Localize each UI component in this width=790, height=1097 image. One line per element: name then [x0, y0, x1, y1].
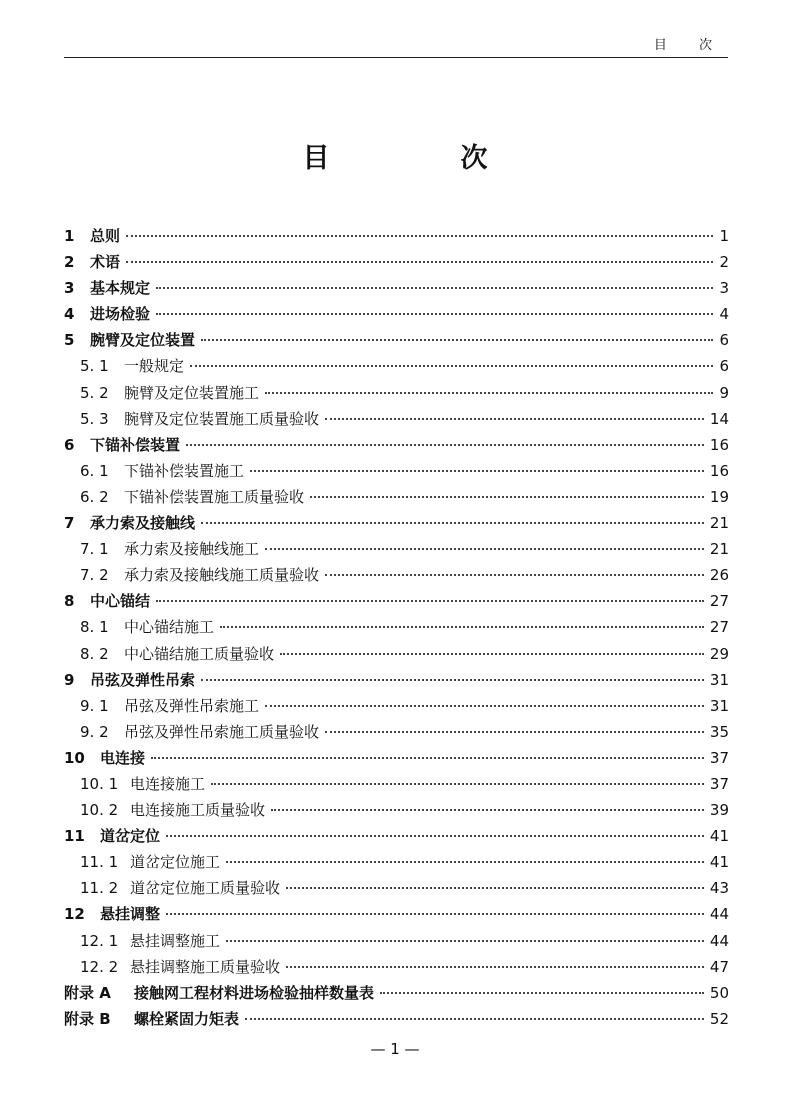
toc-entry-label: 腕臂及定位装置施工: [124, 383, 260, 402]
toc-entry-number: 7. 2: [80, 566, 109, 585]
toc-entry-number: 10. 2: [80, 801, 119, 820]
toc-entry-number: 9. 2: [80, 722, 109, 741]
toc-leader-dots: [226, 940, 704, 942]
toc-leader-dots: [265, 548, 704, 550]
toc-entry-number: 11. 2: [80, 879, 119, 898]
toc-leader-dots: [166, 835, 704, 837]
toc-entry-page: 2: [719, 253, 729, 272]
toc-entry-number: 7: [64, 514, 75, 533]
toc-entry-number: 12. 1: [80, 931, 119, 950]
toc-section-entry[interactable]: [64, 849, 729, 875]
toc-entry-page: 50: [709, 983, 729, 1002]
toc-chapter-entry[interactable]: [64, 823, 729, 849]
toc-entry-page: 37: [709, 748, 729, 767]
toc-entry-number: 5. 1: [80, 357, 109, 376]
toc-entry-page: 37: [709, 774, 729, 793]
toc-entry-label: 悬挂调整: [100, 905, 161, 924]
toc-entry-page: 39: [709, 801, 729, 820]
toc-entry-number: 10: [64, 748, 85, 767]
toc-chapter-entry[interactable]: [64, 275, 729, 301]
toc-entry-number: 8. 1: [80, 618, 109, 637]
toc-section-entry[interactable]: [64, 928, 729, 954]
toc-entry-number: 5: [64, 331, 75, 350]
toc-chapter-entry[interactable]: [64, 249, 729, 275]
toc-chapter-entry[interactable]: [64, 327, 729, 353]
toc-leader-dots: [166, 913, 704, 915]
toc-leader-dots: [325, 731, 704, 733]
toc-leader-dots: [126, 261, 713, 263]
toc-entry-label: 术语: [90, 253, 121, 272]
toc-section-entry[interactable]: [64, 641, 729, 667]
toc-entry-page: 27: [709, 618, 729, 637]
toc-entry-label: 进场检验: [90, 305, 151, 324]
toc-section-entry[interactable]: [64, 458, 729, 484]
toc-leader-dots: [211, 783, 704, 785]
toc-entry-number: 6. 2: [80, 487, 109, 506]
toc-leader-dots: [250, 470, 704, 472]
toc-entry-page: 41: [709, 853, 729, 872]
toc-leader-dots: [201, 679, 704, 681]
toc-entry-page: 26: [709, 566, 729, 585]
toc-entry-page: 52: [709, 1009, 729, 1028]
toc-entry-number: 9. 1: [80, 696, 109, 715]
toc-entry-number: 11. 1: [80, 853, 119, 872]
toc-leader-dots: [190, 365, 713, 367]
toc-section-entry[interactable]: [64, 719, 729, 745]
toc-section-entry[interactable]: [64, 771, 729, 797]
toc-entry-page: 41: [709, 827, 729, 846]
toc-entry-label: 中心锚结施工: [124, 618, 215, 637]
toc-section-entry[interactable]: [64, 875, 729, 901]
toc-entry-page: 21: [709, 540, 729, 559]
header-rule: [64, 57, 728, 58]
toc-chapter-entry[interactable]: [64, 510, 729, 536]
toc-entry-label: 下锚补偿装置施工质量验收: [124, 487, 305, 506]
toc-entry-page: 3: [719, 279, 729, 298]
toc-entry-page: 31: [709, 696, 729, 715]
toc-section-entry[interactable]: [64, 562, 729, 588]
toc-leader-dots: [186, 444, 704, 446]
toc-entry-page: 14: [709, 409, 729, 428]
toc-entry-number: 6. 1: [80, 461, 109, 480]
toc-entry-page: 43: [709, 879, 729, 898]
page-title: 目 次: [302, 143, 540, 174]
toc-entry-number: 5. 2: [80, 383, 109, 402]
toc-entry-label: 承力索及接触线施工: [124, 540, 260, 559]
toc-entry-label: 电连接: [100, 748, 146, 767]
toc-leader-dots: [310, 496, 704, 498]
toc-entry-page: 44: [709, 905, 729, 924]
toc-entry-label: 承力索及接触线施工质量验收: [124, 566, 320, 585]
toc-entry-page: 44: [709, 931, 729, 950]
toc-entry-label: 接触网工程材料进场检验抽样数量表: [134, 983, 375, 1002]
toc-chapter-entry[interactable]: [64, 301, 729, 327]
toc-entry-label: 承力索及接触线: [90, 514, 196, 533]
toc-chapter-entry[interactable]: [64, 223, 729, 249]
toc-entry-page: 9: [719, 383, 729, 402]
toc-entry-label: 腕臂及定位装置: [90, 331, 196, 350]
toc-entry-number: 3: [64, 279, 75, 298]
toc-leader-dots: [271, 809, 704, 811]
toc-entry-label: 电连接施工: [130, 774, 206, 793]
toc-entry-page: 6: [719, 331, 729, 350]
toc-leader-dots: [286, 887, 704, 889]
toc-chapter-entry[interactable]: [64, 901, 729, 927]
toc-entry-label: 中心锚结施工质量验收: [124, 644, 275, 663]
running-head: 目 次: [653, 38, 726, 53]
toc-entry-page: 16: [709, 435, 729, 454]
toc-entry-label: 道岔定位施工质量验收: [130, 879, 281, 898]
toc-entry-label: 悬挂调整施工: [130, 931, 221, 950]
toc-leader-dots: [156, 600, 704, 602]
toc-entry-label: 总则: [90, 227, 121, 245]
toc-entry-page: 27: [709, 592, 729, 611]
toc-section-entry[interactable]: [64, 614, 729, 640]
toc-leader-dots: [245, 1018, 704, 1020]
toc-entry-label: 吊弦及弹性吊索施工: [124, 696, 260, 715]
toc-entry-number: 6: [64, 435, 75, 454]
toc-entry-page: 1: [719, 227, 729, 245]
toc-leader-dots: [220, 626, 704, 628]
toc-entry-label: 下锚补偿装置: [90, 435, 181, 454]
toc-entry-number: 12: [64, 905, 85, 924]
toc-entry-label: 下锚补偿装置施工: [124, 461, 245, 480]
toc-section-entry[interactable]: [64, 693, 729, 719]
toc-entry-number: 7. 1: [80, 540, 109, 559]
toc-section-entry[interactable]: [64, 954, 729, 980]
toc-section-entry[interactable]: [64, 536, 729, 562]
toc-leader-dots: [286, 966, 704, 968]
toc-entry-label: 中心锚结: [90, 592, 151, 611]
toc-entry-page: 29: [709, 644, 729, 663]
toc-entry-label: 螺栓紧固力矩表: [134, 1009, 240, 1028]
toc-chapter-entry[interactable]: [64, 1006, 729, 1032]
toc-entry-label: 吊弦及弹性吊索: [90, 670, 196, 689]
toc-entry-page: 31: [709, 670, 729, 689]
toc-chapter-entry[interactable]: [64, 588, 729, 614]
toc-entry-number: 12. 2: [80, 957, 119, 976]
toc-leader-dots: [201, 522, 704, 524]
toc-leader-dots: [265, 705, 704, 707]
toc-entry-label: 基本规定: [90, 279, 151, 298]
toc-entry-label: 道岔定位施工: [130, 853, 221, 872]
toc-entry-label: 电连接施工质量验收: [130, 801, 266, 820]
toc-entry-number: 8. 2: [80, 644, 109, 663]
toc-entry-page: 35: [709, 722, 729, 741]
toc-chapter-entry[interactable]: [64, 667, 729, 693]
toc-leader-dots: [201, 339, 713, 341]
toc-entry-number: 10. 1: [80, 774, 119, 793]
page-number: — 1 —: [370, 1040, 420, 1058]
toc-leader-dots: [265, 392, 713, 394]
toc-entry-page: 4: [719, 305, 729, 324]
toc-entry-label: 悬挂调整施工质量验收: [130, 957, 281, 976]
toc-entry-number: 附录 B: [64, 1009, 111, 1028]
toc-entry-page: 21: [709, 514, 729, 533]
toc-entry-page: 6: [719, 357, 729, 376]
toc-entry-number: 2: [64, 253, 75, 272]
toc-leader-dots: [325, 418, 704, 420]
toc-section-entry[interactable]: [64, 406, 729, 432]
toc-entry-page: 19: [709, 487, 729, 506]
toc-leader-dots: [151, 757, 704, 759]
toc-entry-number: 5. 3: [80, 409, 109, 428]
toc-leader-dots: [380, 992, 704, 994]
toc-entry-number: 8: [64, 592, 75, 611]
toc-leader-dots: [126, 235, 713, 237]
toc-leader-dots: [280, 653, 704, 655]
toc-leader-dots: [226, 861, 704, 863]
toc-entry-page: 47: [709, 957, 729, 976]
toc-entry-label: 道岔定位: [100, 827, 161, 846]
toc-entry-page: 16: [709, 461, 729, 480]
toc-section-entry[interactable]: [64, 797, 729, 823]
toc-leader-dots: [325, 574, 704, 576]
toc-section-entry[interactable]: [64, 353, 729, 379]
toc-leader-dots: [156, 313, 713, 315]
toc-chapter-entry[interactable]: [64, 745, 729, 771]
toc-section-entry[interactable]: [64, 484, 729, 510]
toc-entry-label: 腕臂及定位装置施工质量验收: [124, 409, 320, 428]
toc-chapter-entry[interactable]: [64, 980, 729, 1006]
toc-leader-dots: [156, 287, 713, 289]
toc-entry-number: 附录 A: [64, 983, 111, 1002]
toc-chapter-entry[interactable]: [64, 432, 729, 458]
toc-section-entry[interactable]: [64, 380, 729, 406]
toc-entry-number: 11: [64, 827, 85, 846]
toc-entry-number: 1: [64, 227, 75, 245]
toc-entry-number: 9: [64, 670, 75, 689]
table-of-contents: [64, 223, 729, 1032]
toc-entry-label: 一般规定: [124, 357, 185, 376]
toc-entry-number: 4: [64, 305, 75, 324]
toc-entry-label: 吊弦及弹性吊索施工质量验收: [124, 722, 320, 741]
